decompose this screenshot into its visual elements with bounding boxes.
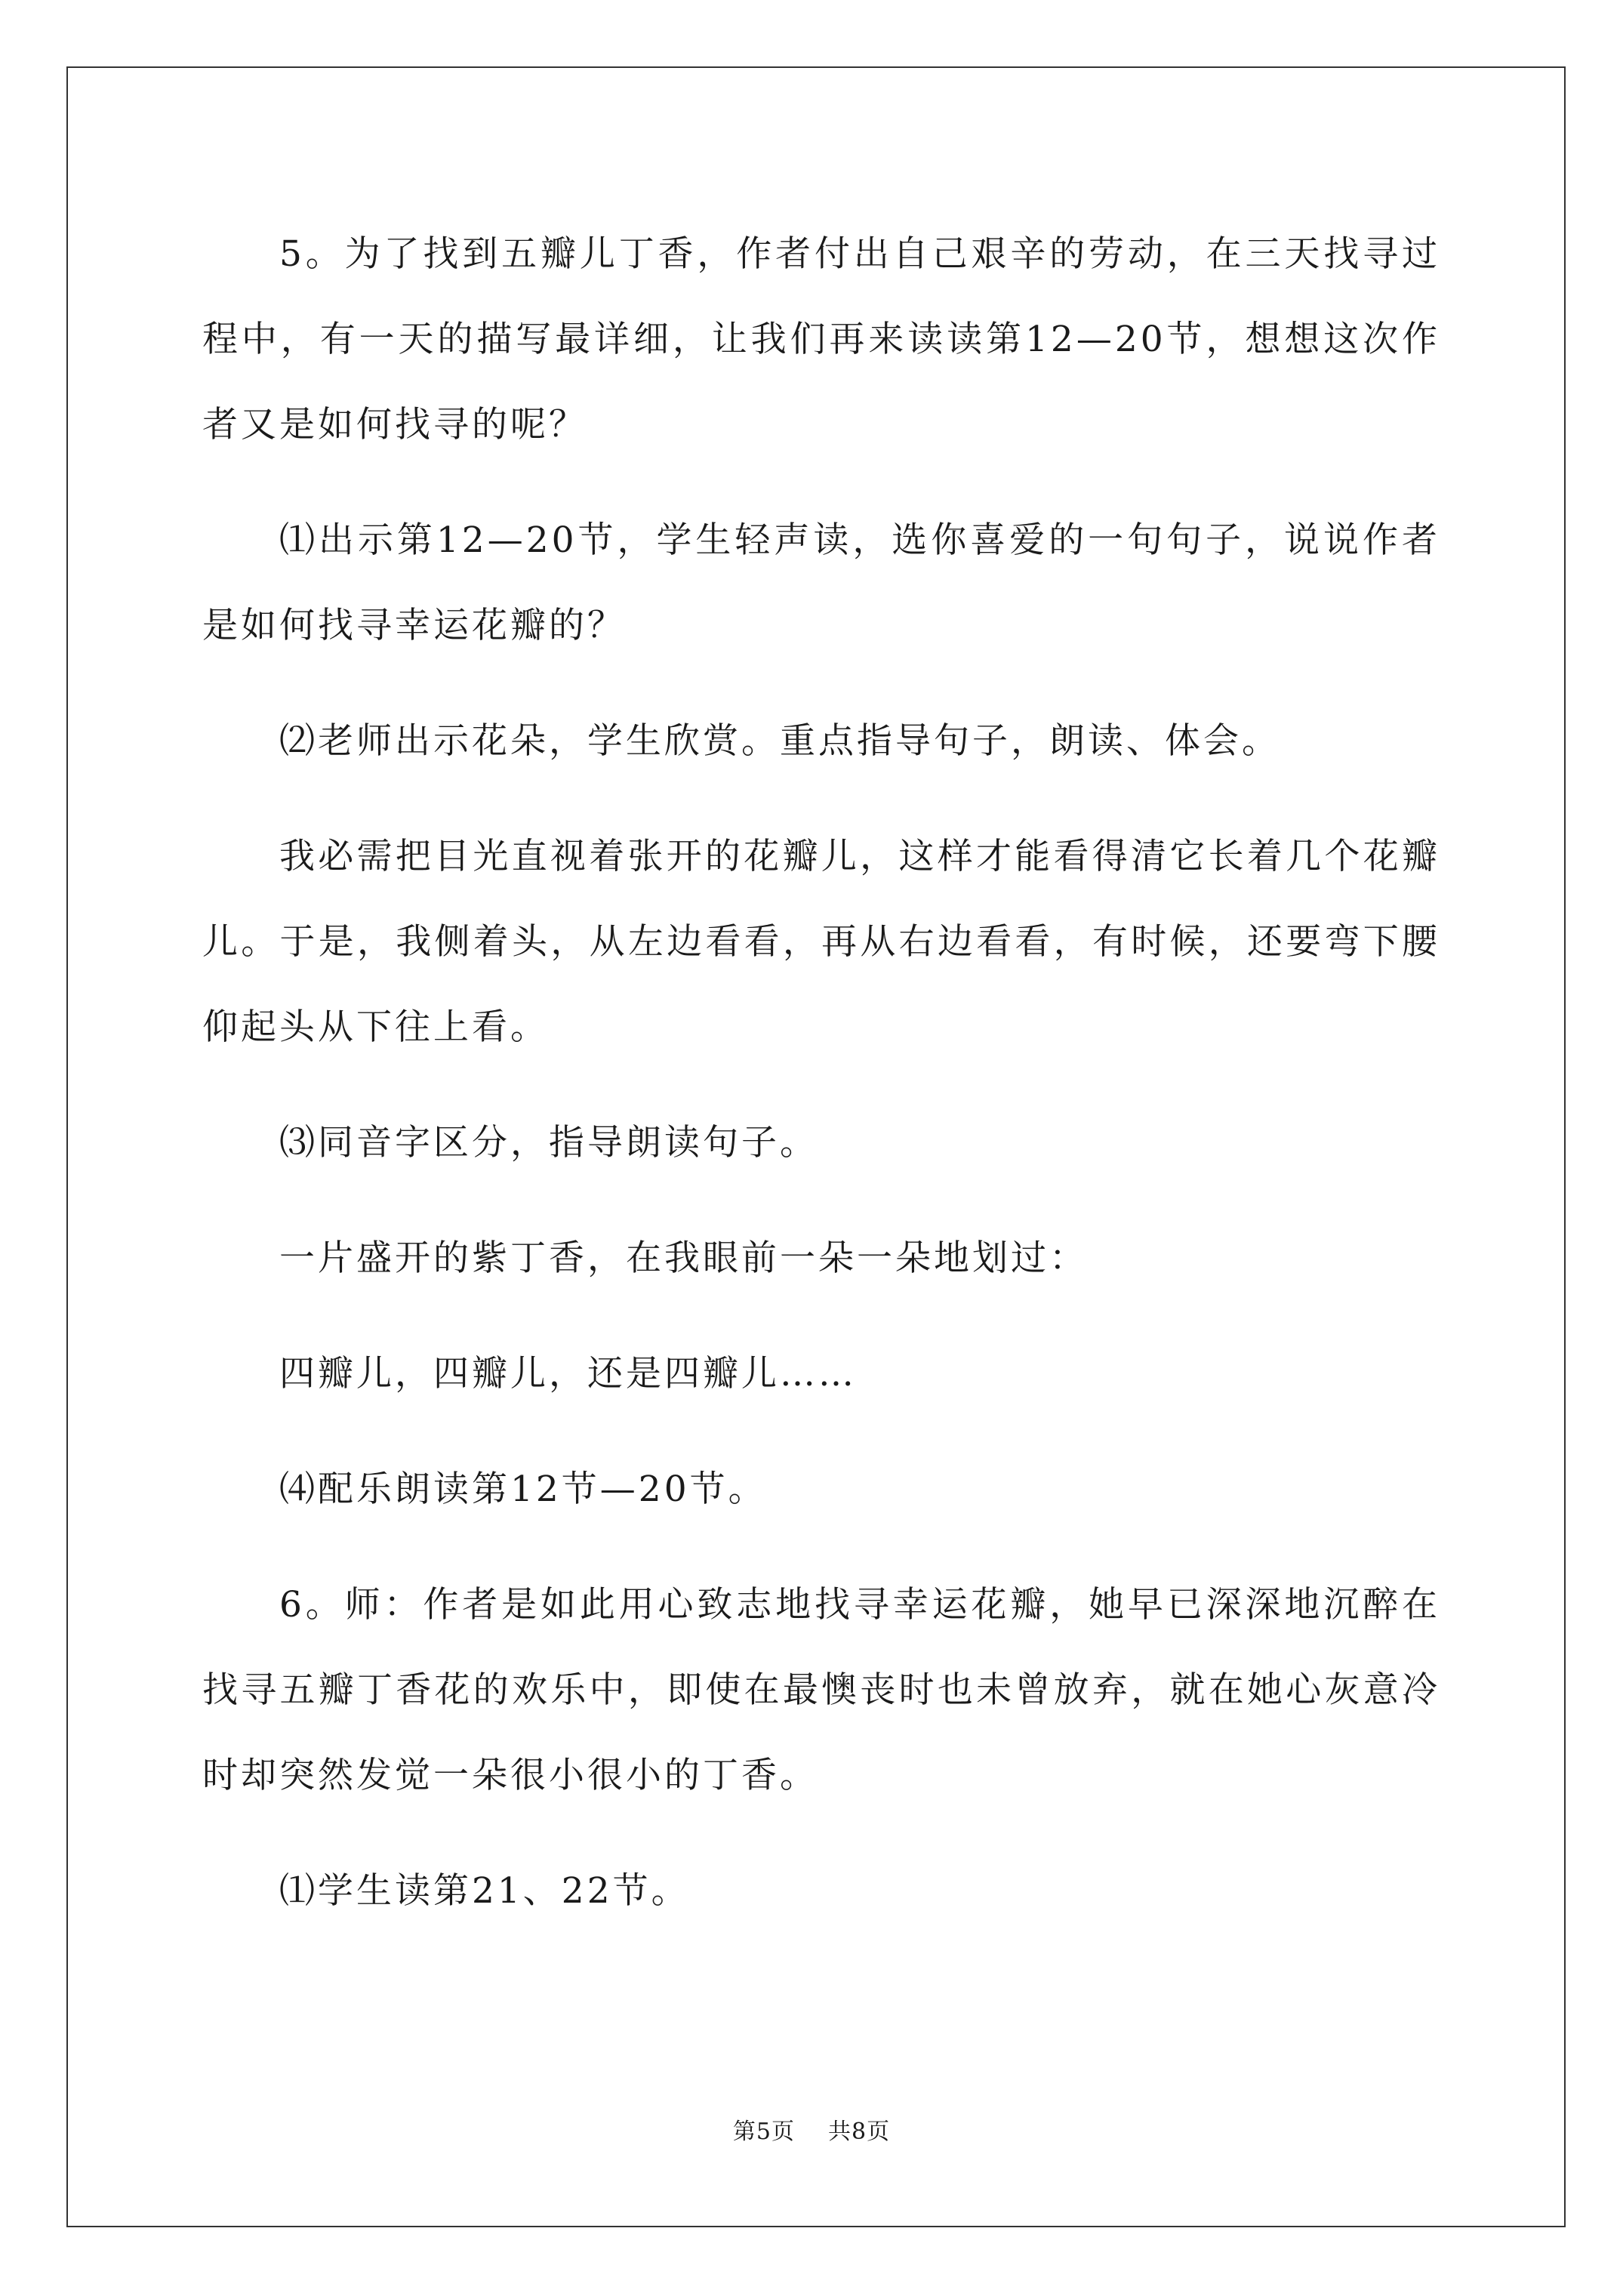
paragraph-question-6: 6。师：作者是如此用心致志地找寻幸运花瓣，她早已深深地沉醉在找寻五瓣丁香花的欢乐中，即使在最懊丧时也未曾放弃，就在她心灰意冷时却突然发觉一朵很小很小的丁香。 bbox=[202, 1584, 1440, 1796]
document-body bbox=[202, 211, 1440, 1964]
paragraph-step-3: ⑶同音字区分，指导朗读句子。 bbox=[279, 1122, 818, 1163]
page-total: 共8页 bbox=[828, 2119, 891, 2145]
page-footer bbox=[0, 2113, 1623, 2146]
page-number: 第5页 bbox=[732, 2119, 795, 2145]
paragraph-step-1: ⑴出示第12—20节，学生轻声读，选你喜爱的一句句子，说说作者是如何找寻幸运花瓣的？ bbox=[202, 519, 1440, 646]
paragraph-step-6-1: ⑴学生读第21、22节。 bbox=[279, 1870, 690, 1912]
paragraph-quote-lilac: 一片盛开的紫丁香，在我眼前一朵一朵地划过： bbox=[279, 1237, 1088, 1279]
paragraph-quote-four-petals: 四瓣儿，四瓣儿，还是四瓣儿…… bbox=[279, 1353, 857, 1395]
paragraph-question-5: 5。为了找到五瓣儿丁香，作者付出自己艰辛的劳动，在三天找寻过程中，有一天的描写最详细，让我们再来读读第12—20节，想想这次作者又是如何找寻的呢？ bbox=[202, 233, 1440, 445]
paragraph-quote-look: 我必需把目光直视着张开的花瓣儿，这样才能看得清它长着几个花瓣儿。于是，我侧着头，从左边看看，再从右边看看，有时候，还要弯下腰仰起头从下往上看。 bbox=[202, 836, 1440, 1048]
paragraph-step-4: ⑷配乐朗读第12节—20节。 bbox=[279, 1469, 767, 1510]
paragraph-step-2: ⑵老师出示花朵，学生欣赏。重点指导句子，朗读、体会。 bbox=[279, 720, 1280, 762]
